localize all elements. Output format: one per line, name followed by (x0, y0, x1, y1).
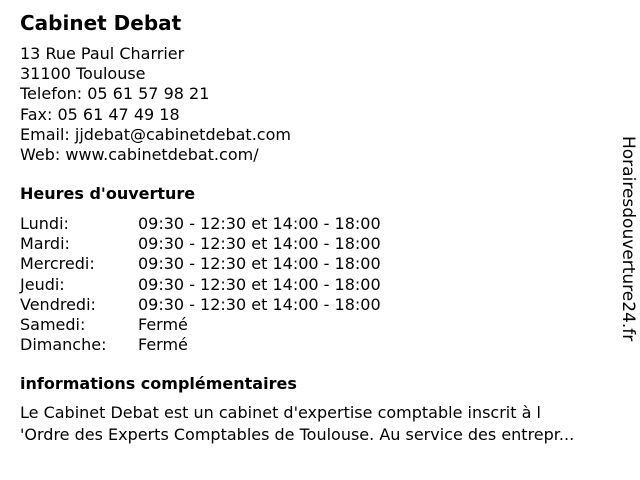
day-label: Vendredi: (20, 294, 96, 314)
address-street: 13 Rue Paul Charrier (20, 44, 185, 63)
hours-row-wednesday (20, 254, 381, 274)
hours-heading: Heures d'ouverture (20, 184, 196, 203)
website-url: Web: www.cabinetdebat.com/ (20, 145, 259, 165)
hours-table (20, 214, 381, 355)
time-value: 09:30 - 12:30 et 14:00 - 18:00 (138, 274, 381, 294)
time-value: 09:30 - 12:30 et 14:00 - 18:00 (138, 234, 381, 254)
email-address: Email: jjdebat@cabinetdebat.com (20, 124, 291, 144)
day-label: Lundi: (20, 214, 69, 233)
day-label: Mercredi: (20, 254, 95, 274)
hours-row-friday (20, 295, 381, 315)
hours-row-saturday (20, 315, 381, 335)
hours-row-monday (20, 214, 381, 234)
phone-number: Telefon: 05 61 57 98 21 (20, 84, 210, 104)
contact-block (20, 44, 291, 165)
address-city: 31100 Toulouse (20, 64, 146, 84)
description-line-1: Le Cabinet Debat est un cabinet d'expertise comptable inscrit à l (20, 403, 541, 422)
time-value: 09:30 - 12:30 et 14:00 - 18:00 (138, 214, 381, 233)
day-label: Mardi: (20, 234, 70, 254)
business-description (20, 402, 623, 446)
hours-row-tuesday (20, 234, 381, 254)
time-value: Fermé (138, 335, 188, 355)
time-value: Fermé (138, 315, 188, 335)
time-value: 09:30 - 12:30 et 14:00 - 18:00 (138, 254, 381, 274)
business-name: Cabinet Debat (20, 11, 182, 35)
info-heading: informations complémentaires (20, 374, 297, 393)
day-label: Jeudi: (20, 274, 65, 294)
hours-row-thursday (20, 275, 381, 295)
description-line-2: 'Ordre des Experts Comptables de Toulouse. Au service des entrepr... (20, 425, 575, 444)
day-label: Samedi: (20, 315, 86, 335)
hours-row-sunday (20, 335, 381, 355)
time-value: 09:30 - 12:30 et 14:00 - 18:00 (138, 294, 381, 314)
site-watermark: Horairesdouverture24.fr (618, 136, 638, 342)
day-label: Dimanche: (20, 335, 107, 355)
fax-number: Fax: 05 61 47 49 18 (20, 104, 180, 124)
